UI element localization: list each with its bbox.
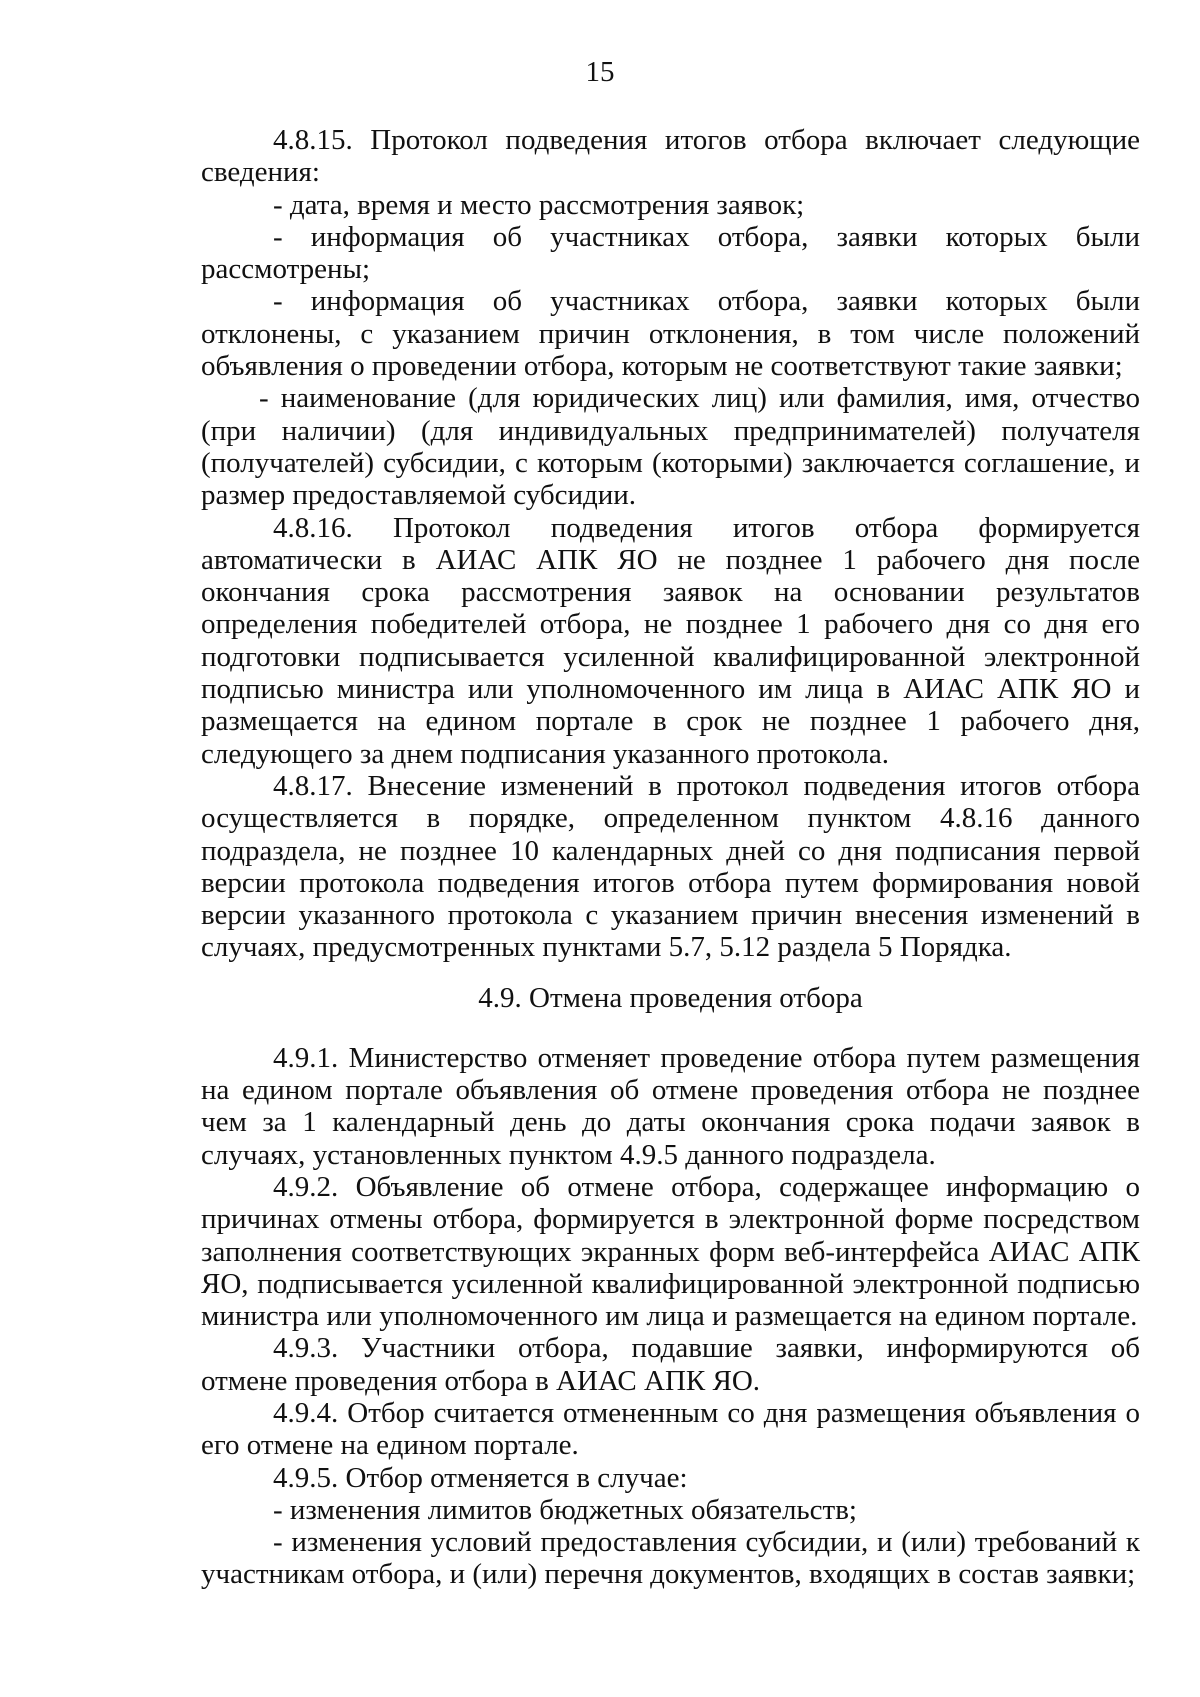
list-item: - наименование (для юридических лиц) или фамилия, имя, отчество (при наличии) (для индивидуальных предпринимателей) получателя (получателей) субсидии, с которым (которыми) заключается соглашение, и размер предоставляемой субсидии. — [201, 382, 1140, 512]
paragraph-4-8-17: 4.8.17. Внесение изменений в протокол подведения итогов отбора осуществляется в порядке, определенном пунктом 4.8.16 данного подраздела, не позднее 10 календарных дней со дня подписания первой версии протокола подведения итогов отбора путем формирования новой версии указанного протокола с указанием причин внесения изменений в случаях, предусмотренных пунктами 5.7, 5.12 раздела 5 Порядка. — [201, 769, 1140, 964]
paragraph-4-9-1: 4.9.1. Министерство отменяет проведение отбора путем размещения на едином портале объявления об отмене проведения отбора не позднее чем за 1 календарный день до даты окончания срока подачи заявок в случаях, установленных пунктом 4.9.5 данного подраздела. — [201, 1041, 1140, 1171]
list-item: - информация об участниках отбора, заявки которых были отклонены, с указанием причин отклонения, в том числе положений объявления о проведении отбора, которым не соответствуют такие заявки; — [201, 285, 1140, 383]
page-number: 15 — [585, 56, 615, 88]
list-item: - дата, время и место рассмотрения заявок; — [273, 188, 805, 221]
list-item: - изменения лимитов бюджетных обязательств; — [273, 1493, 857, 1526]
paragraph-4-8-15: 4.8.15. Протокол подведения итогов отбора включает следующие сведения: — [201, 124, 1140, 189]
list-item: - информация об участниках отбора, заявки которых были рассмотрены; — [201, 220, 1140, 286]
paragraph-4-9-2: 4.9.2. Объявление об отмене отбора, содержащее информацию о причинах отмены отбора, формируется в электронной форме посредством заполнения соответствующих экранных форм веб-интерфейса АИАС АПК ЯО, подписывается усиленной квалифицированной электронной подписью министра или уполномоченного им лица и размещается на едином портале. — [201, 1170, 1140, 1333]
paragraph-4-9-4: 4.9.4. Отбор считается отмененным со дня размещения объявления о его отмене на едином портале. — [201, 1396, 1140, 1462]
section-heading: 4.9. Отмена проведения отбора — [478, 981, 863, 1014]
document-body — [201, 124, 1140, 1591]
paragraph-4-9-3: 4.9.3. Участники отбора, подавшие заявки, информируются об отмене проведения отбора в АИАС АПК ЯО. — [201, 1332, 1140, 1397]
paragraph-4-8-16: 4.8.16. Протокол подведения итогов отбора формируется автоматически в АИАС АПК ЯО не позднее 1 рабочего дня после окончания срока рассмотрения заявок на основании результатов определения победителей отбора, не позднее 1 рабочего дня со дня его подготовки подписывается усиленной квалифицированной электронной подписью министра или уполномоченного им лица в АИАС АПК ЯО и размещается на едином портале в срок не позднее 1 рабочего дня, следующего за днем подписания указанного протокола. — [201, 511, 1140, 770]
paragraph-4-9-5: 4.9.5. Отбор отменяется в случае: — [273, 1461, 688, 1494]
list-item: - изменения условий предоставления субсидии, и (или) требований к участникам отбора, и (или) перечня документов, входящих в состав заявки; — [201, 1526, 1140, 1591]
